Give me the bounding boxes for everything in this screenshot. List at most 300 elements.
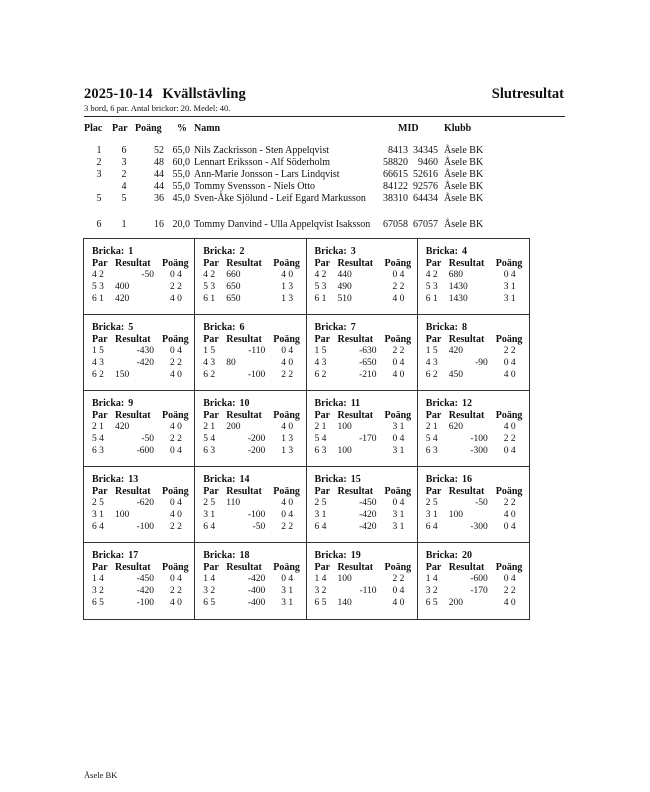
- board-result-row: [203, 574, 303, 585]
- standings-row: [84, 169, 564, 181]
- board-result-row: [203, 282, 303, 293]
- board-label: Bricka:: [203, 550, 236, 561]
- match-points: 0 4: [503, 270, 516, 280]
- board-col-poang: Poäng: [495, 410, 523, 421]
- pair-numbers: 1 4: [314, 574, 327, 584]
- points: 16: [154, 219, 164, 230]
- score-result: 450: [448, 370, 463, 380]
- col-pct: %: [177, 123, 187, 134]
- member-id-2: 64434: [413, 193, 438, 204]
- score-result: -600: [136, 446, 154, 456]
- match-points: 4 0: [503, 370, 516, 380]
- score-result: 100: [115, 510, 130, 520]
- board-col-par: Par: [425, 410, 442, 421]
- board-col-par: Par: [314, 562, 331, 573]
- standings-row: [84, 219, 564, 231]
- pair-numbers: 3 1: [314, 510, 327, 520]
- pair-numbers: 6 2: [425, 370, 438, 380]
- board-col-par: Par: [314, 334, 331, 345]
- board-col-poang: Poäng: [495, 334, 523, 345]
- match-points: 2 2: [503, 346, 516, 356]
- board-title: [203, 246, 244, 257]
- score-result: 620: [448, 422, 463, 432]
- member-id-1: 8413: [388, 145, 408, 156]
- match-points: 0 4: [281, 510, 294, 520]
- pair-numbers: 3 2: [314, 586, 327, 596]
- board-number: 10: [239, 398, 250, 409]
- board-result-row: [426, 270, 526, 281]
- percent: 60,0: [172, 157, 190, 168]
- board-title: [426, 322, 467, 333]
- match-points: 3 1: [503, 294, 516, 304]
- board-title: [92, 474, 138, 485]
- points: 36: [154, 193, 164, 204]
- pair-numbers: 6 1: [425, 294, 438, 304]
- board-cell: [84, 239, 195, 315]
- board-result-row: [203, 434, 303, 445]
- board-number: 18: [239, 550, 250, 561]
- board-title: [426, 474, 472, 485]
- pair-number: 5: [121, 193, 127, 204]
- board-result-row: [203, 586, 303, 597]
- board-result-row: [426, 574, 526, 585]
- pair-number: 3: [121, 157, 127, 168]
- pair-number: 6: [121, 145, 127, 156]
- match-points: 2 2: [392, 282, 405, 292]
- score-result: 420: [115, 422, 130, 432]
- board-title: [92, 322, 133, 333]
- board-title: [315, 474, 361, 485]
- board-result-row: [92, 434, 192, 445]
- board-result-row: [203, 522, 303, 533]
- placement: 1: [96, 145, 102, 156]
- board-label: Bricka:: [314, 398, 347, 409]
- match-points: 0 4: [392, 358, 405, 368]
- score-result: -100: [470, 434, 488, 444]
- score-result: -420: [247, 574, 266, 584]
- match-points: 4 0: [503, 598, 516, 608]
- board-result-row: [92, 346, 192, 357]
- score-result: -400: [247, 598, 266, 608]
- match-points: 2 2: [170, 358, 182, 368]
- match-points: 0 4: [170, 446, 182, 456]
- board-result-row: [315, 510, 415, 521]
- board-col-par: Par: [425, 334, 442, 345]
- match-points: 1 3: [281, 446, 294, 456]
- match-points: 4 0: [503, 422, 516, 432]
- match-points: 2 2: [170, 282, 182, 292]
- score-result: -420: [136, 358, 154, 368]
- board-title: [426, 550, 472, 561]
- board-result-row: [426, 510, 526, 521]
- board-result-row: [426, 294, 526, 305]
- score-result: 680: [448, 270, 463, 280]
- board-label: Bricka:: [425, 322, 458, 333]
- match-points: 0 4: [281, 574, 294, 584]
- board-result-row: [315, 294, 415, 305]
- pair-numbers: 3 1: [203, 510, 216, 520]
- match-points: 2 2: [503, 498, 516, 508]
- match-points: 0 4: [392, 270, 405, 280]
- board-col-par: Par: [203, 258, 219, 269]
- board-col-par: Par: [314, 410, 331, 421]
- board-label: Bricka:: [92, 322, 125, 333]
- score-result: -50: [475, 498, 488, 508]
- member-id-2: 52616: [413, 169, 438, 180]
- board-col-poang: Poäng: [273, 486, 300, 497]
- board-title: [203, 474, 249, 485]
- board-result-row: [426, 446, 526, 457]
- event-name: Kvällstävling: [162, 86, 246, 102]
- pair-numbers: 1 5: [203, 346, 216, 356]
- header-divider: [84, 116, 565, 117]
- board-col-poang: Poäng: [273, 334, 300, 345]
- score-result: -450: [359, 498, 377, 508]
- pair-numbers: 4 3: [314, 358, 327, 368]
- pair-numbers: 1 5: [314, 346, 327, 356]
- board-col-resultat: Resultat: [226, 334, 262, 345]
- board-title: [203, 550, 249, 561]
- board-col-resultat: Resultat: [115, 486, 151, 497]
- percent: 20,0: [172, 219, 190, 230]
- footer-club: Åsele BK: [84, 770, 118, 780]
- board-label: Bricka:: [425, 474, 458, 485]
- board-label: Bricka:: [314, 246, 347, 257]
- board-result-row: [315, 282, 415, 293]
- pair-numbers: 5 3: [92, 282, 104, 292]
- score-result: -420: [359, 510, 377, 520]
- pair-numbers: 6 4: [425, 522, 438, 532]
- match-points: 4 0: [170, 510, 182, 520]
- percent: 45,0: [172, 193, 190, 204]
- pair-numbers: 5 4: [92, 434, 104, 444]
- score-result: 200: [448, 598, 463, 608]
- pair-number: 4: [121, 181, 127, 192]
- pair-numbers: 5 4: [203, 434, 216, 444]
- page-title: [84, 86, 246, 103]
- board-col-resultat: Resultat: [448, 562, 485, 573]
- match-points: 4 0: [281, 358, 294, 368]
- board-cell: [84, 315, 195, 391]
- score-result: 660: [226, 270, 241, 280]
- board-number: 17: [128, 550, 139, 561]
- board-result-row: [426, 370, 526, 381]
- score-result: -420: [359, 522, 377, 532]
- match-points: 0 4: [392, 498, 405, 508]
- score-result: -630: [359, 346, 377, 356]
- match-points: 4 0: [281, 422, 294, 432]
- score-result: -650: [359, 358, 377, 368]
- match-points: 3 1: [392, 522, 405, 532]
- match-points: 4 0: [170, 422, 182, 432]
- match-points: 2 2: [281, 522, 294, 532]
- score-result: -200: [247, 434, 266, 444]
- pair-numbers: 5 3: [425, 282, 438, 292]
- pair-numbers: 6 3: [425, 446, 438, 456]
- board-col-resultat: Resultat: [337, 258, 374, 269]
- club-name: Åsele BK: [444, 169, 484, 180]
- match-points: 0 4: [503, 574, 516, 584]
- board-result-row: [315, 586, 415, 597]
- board-title: [315, 322, 356, 333]
- member-id-1: 67058: [383, 219, 408, 230]
- board-result-row: [92, 358, 192, 369]
- match-points: 2 2: [281, 370, 294, 380]
- board-number: 4: [461, 246, 467, 257]
- placement: 5: [96, 193, 102, 204]
- board-col-resultat: Resultat: [448, 258, 485, 269]
- board-cell: [307, 543, 418, 619]
- score-result: 100: [337, 422, 352, 432]
- match-points: 0 4: [170, 498, 182, 508]
- match-points: 0 4: [503, 358, 516, 368]
- pair-numbers: 6 5: [425, 598, 438, 608]
- board-title: [426, 398, 472, 409]
- board-result-row: [92, 586, 192, 597]
- board-col-poang: Poäng: [495, 562, 523, 573]
- board-col-resultat: Resultat: [337, 562, 374, 573]
- board-number: 14: [239, 474, 250, 485]
- board-col-par: Par: [203, 410, 219, 421]
- board-title: [203, 398, 249, 409]
- match-points: 0 4: [503, 446, 516, 456]
- board-result-row: [315, 346, 415, 357]
- board-result-row: [426, 598, 526, 609]
- pair-numbers: 6 4: [92, 522, 104, 532]
- pair-numbers: 2 5: [425, 498, 438, 508]
- board-title: [315, 398, 361, 409]
- match-points: 4 0: [170, 598, 182, 608]
- board-result-row: [426, 522, 526, 533]
- score-result: 420: [448, 346, 463, 356]
- score-result: -430: [136, 346, 154, 356]
- score-result: 1430: [448, 282, 468, 292]
- board-result-row: [92, 510, 192, 521]
- col-name: Namn: [194, 123, 221, 134]
- board-col-poang: Poäng: [384, 258, 412, 269]
- score-result: -600: [470, 574, 488, 584]
- pair-numbers: 3 2: [425, 586, 438, 596]
- pair-numbers: 1 4: [425, 574, 438, 584]
- board-col-poang: Poäng: [162, 410, 189, 421]
- match-points: 3 1: [503, 282, 516, 292]
- match-points: 0 4: [392, 586, 405, 596]
- pair-numbers: 3 1: [425, 510, 438, 520]
- board-cell: [195, 543, 306, 619]
- club-name: Åsele BK: [444, 157, 484, 168]
- pair-numbers: 6 2: [92, 370, 104, 380]
- match-points: 3 1: [281, 598, 294, 608]
- board-col-poang: Poäng: [162, 486, 189, 497]
- board-label: Bricka:: [203, 398, 236, 409]
- score-result: -100: [247, 510, 266, 520]
- pair-numbers: 6 2: [203, 370, 216, 380]
- event-summary: 3 bord, 6 par. Antal brickor: 20. Medel: 40.: [84, 103, 231, 113]
- board-label: Bricka:: [92, 550, 125, 561]
- match-points: 3 1: [281, 586, 294, 596]
- player-names: Ann-Marie Jonsson - Lars Lindqvist: [194, 169, 340, 180]
- board-label: Bricka:: [203, 322, 236, 333]
- board-col-poang: Poäng: [162, 258, 189, 269]
- player-names: Lennart Eriksson - Alf Söderholm: [194, 157, 331, 168]
- pair-numbers: 2 5: [203, 498, 216, 508]
- board-col-resultat: Resultat: [115, 410, 151, 421]
- result-label: Slutresultat: [491, 86, 564, 102]
- pair-numbers: 4 2: [425, 270, 438, 280]
- score-result: 650: [226, 282, 241, 292]
- board-cell: [307, 467, 418, 543]
- board-col-par: Par: [425, 258, 442, 269]
- board-col-resultat: Resultat: [226, 410, 262, 421]
- board-number: 3: [350, 246, 356, 257]
- board-number: 6: [239, 322, 245, 333]
- pair-numbers: 6 5: [203, 598, 216, 608]
- board-result-row: [92, 574, 192, 585]
- score-result: 1430: [448, 294, 468, 304]
- board-cell: [418, 543, 529, 619]
- board-title: [315, 246, 356, 257]
- board-label: Bricka:: [92, 398, 125, 409]
- member-id-2: 9460: [418, 157, 438, 168]
- pair-numbers: 6 1: [314, 294, 327, 304]
- board-cell: [195, 391, 306, 467]
- score-result: -400: [247, 586, 266, 596]
- club-name: Åsele BK: [444, 181, 484, 192]
- pair-numbers: 1 4: [203, 574, 216, 584]
- board-label: Bricka:: [425, 550, 458, 561]
- standings-row: [84, 193, 564, 205]
- board-col-resultat: Resultat: [115, 258, 151, 269]
- pair-numbers: 4 2: [314, 270, 327, 280]
- points: 48: [154, 157, 164, 168]
- score-result: 140: [337, 598, 352, 608]
- match-points: 4 0: [392, 294, 405, 304]
- match-points: 4 0: [170, 294, 182, 304]
- score-result: 150: [115, 370, 130, 380]
- pair-numbers: 1 5: [92, 346, 104, 356]
- pair-numbers: 5 4: [314, 434, 327, 444]
- match-points: 2 2: [170, 586, 182, 596]
- board-cell: [84, 467, 195, 543]
- board-col-par: Par: [92, 258, 108, 269]
- board-col-poang: Poäng: [273, 410, 300, 421]
- club-name: Åsele BK: [444, 219, 484, 230]
- member-id-2: 92576: [413, 181, 438, 192]
- pair-numbers: 6 4: [314, 522, 327, 532]
- match-points: 4 0: [281, 270, 294, 280]
- board-cell: [195, 315, 306, 391]
- board-result-row: [315, 358, 415, 369]
- score-result: 440: [337, 270, 352, 280]
- board-number: 16: [461, 474, 472, 485]
- board-col-resultat: Resultat: [337, 486, 374, 497]
- board-result-row: [92, 294, 192, 305]
- pair-numbers: 5 4: [425, 434, 438, 444]
- board-result-row: [203, 370, 303, 381]
- score-result: -420: [136, 586, 154, 596]
- pair-numbers: 6 1: [203, 294, 216, 304]
- match-points: 4 0: [170, 370, 182, 380]
- board-result-row: [315, 522, 415, 533]
- board-result-row: [92, 598, 192, 609]
- board-result-row: [315, 422, 415, 433]
- board-number: 1: [128, 246, 134, 257]
- score-result: -170: [359, 434, 377, 444]
- pair-numbers: 4 3: [203, 358, 216, 368]
- match-points: 1 3: [281, 434, 294, 444]
- member-id-1: 66615: [383, 169, 408, 180]
- score-result: -170: [470, 586, 488, 596]
- board-label: Bricka:: [203, 246, 236, 257]
- board-col-par: Par: [92, 486, 108, 497]
- board-result-row: [315, 270, 415, 281]
- board-number: 20: [461, 550, 472, 561]
- pair-numbers: 2 1: [203, 422, 216, 432]
- board-col-poang: Poäng: [162, 562, 189, 573]
- board-label: Bricka:: [92, 474, 125, 485]
- match-points: 4 0: [392, 370, 405, 380]
- match-points: 3 1: [392, 422, 405, 432]
- board-result-row: [315, 370, 415, 381]
- board-result-row: [203, 498, 303, 509]
- board-result-row: [203, 358, 303, 369]
- pair-numbers: 6 2: [314, 370, 327, 380]
- score-result: -300: [470, 446, 488, 456]
- match-points: 0 4: [281, 346, 294, 356]
- pair-numbers: 4 2: [203, 270, 216, 280]
- score-result: -210: [359, 370, 377, 380]
- board-col-poang: Poäng: [162, 334, 189, 345]
- standings-row: [84, 157, 564, 169]
- board-label: Bricka:: [314, 550, 347, 561]
- board-number: 2: [239, 246, 245, 257]
- club-name: Åsele BK: [444, 145, 484, 156]
- standings-row: [84, 181, 564, 193]
- board-number: 12: [461, 398, 472, 409]
- board-number: 8: [461, 322, 467, 333]
- pair-numbers: 2 5: [92, 498, 104, 508]
- board-col-par: Par: [314, 486, 331, 497]
- placement: 6: [96, 219, 102, 230]
- board-col-resultat: Resultat: [448, 410, 485, 421]
- board-number: 13: [128, 474, 139, 485]
- board-col-par: Par: [425, 486, 442, 497]
- placement: 2: [96, 157, 102, 168]
- board-col-poang: Poäng: [495, 486, 523, 497]
- board-result-row: [315, 434, 415, 445]
- pair-numbers: 3 2: [203, 586, 216, 596]
- board-col-par: Par: [203, 334, 219, 345]
- member-id-1: 38310: [383, 193, 408, 204]
- board-col-par: Par: [92, 334, 108, 345]
- match-points: 4 0: [503, 510, 516, 520]
- col-poang: Poäng: [135, 123, 162, 134]
- member-id-2: 67057: [413, 219, 438, 230]
- pair-numbers: 6 1: [92, 294, 104, 304]
- player-names: Tommy Danvind - Ulla Appelqvist Isaksson: [194, 219, 371, 230]
- member-id-1: 84122: [383, 181, 408, 192]
- board-cell: [307, 315, 418, 391]
- board-col-resultat: Resultat: [226, 562, 262, 573]
- percent: 55,0: [172, 181, 190, 192]
- match-points: 1 3: [281, 294, 294, 304]
- board-cell: [307, 391, 418, 467]
- pair-numbers: 6 3: [92, 446, 104, 456]
- score-result: 100: [337, 574, 352, 584]
- player-names: Nils Zackrisson - Sten Appelqvist: [194, 145, 329, 156]
- board-result-row: [92, 270, 192, 281]
- board-col-resultat: Resultat: [226, 258, 262, 269]
